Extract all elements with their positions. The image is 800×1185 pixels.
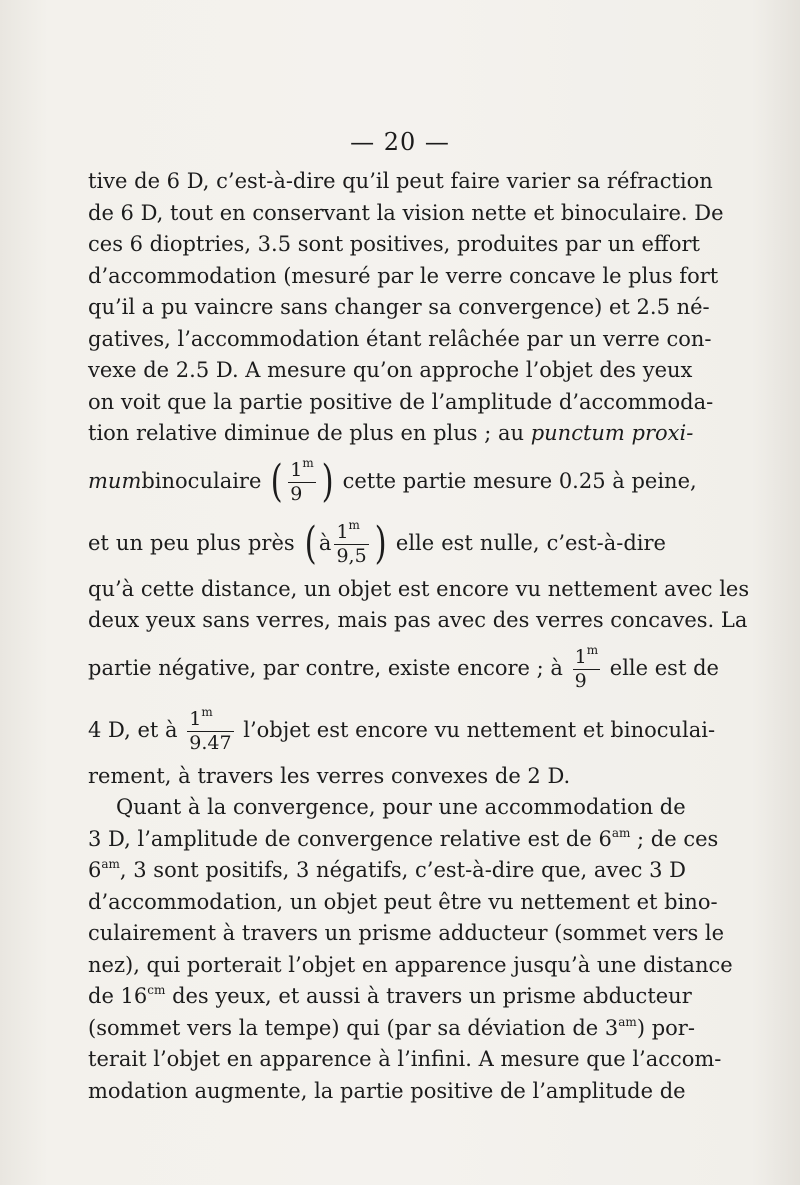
- text-segment: de 16: [88, 984, 148, 1008]
- italic-term: punctum proxi-: [530, 421, 694, 445]
- text-segment: et un peu plus près: [88, 530, 295, 555]
- fraction-denominator: 9: [290, 482, 303, 505]
- text-line-with-fraction: [88, 637, 719, 699]
- text-segment: ) por-: [636, 1015, 695, 1040]
- fraction-denominator: 9.47: [189, 731, 232, 754]
- left-paren: (: [270, 456, 283, 507]
- text-line: Quant à la convergence, pour une accommodation de: [116, 795, 686, 819]
- text-segment: l’objet est encore vu nettement et binoculai-: [243, 717, 716, 742]
- unit-superscript: m: [302, 455, 314, 470]
- text-line: gatives, l’accommodation étant relâchée par un verre con-: [88, 326, 712, 351]
- fraction: [187, 704, 233, 754]
- text-line: de 6 D, tout en conservant la vision nette et binoculaire. De: [88, 200, 724, 225]
- fraction-numerator: 1: [189, 707, 202, 730]
- unit-superscript: am: [618, 1014, 637, 1029]
- fraction: [573, 642, 600, 692]
- text-line: [88, 981, 692, 1013]
- right-paren: ): [321, 456, 334, 507]
- fraction-numerator: 1: [290, 458, 303, 481]
- right-paren: ): [374, 518, 387, 569]
- text-line: terait l’objet en apparence à l’infini. A mesure que l’accom-: [88, 1047, 722, 1071]
- text-segment: 4 D, et à: [88, 717, 178, 742]
- text-line: culairement à travers un prisme adducteur (sommet vers le: [88, 921, 725, 945]
- text-line: d’accommodation, un objet peut être vu nettement et bino-: [88, 889, 718, 914]
- page-number: — 20 —: [350, 128, 450, 156]
- unit-superscript: m: [586, 642, 599, 657]
- text-line: modation augmente, la partie positive de l’amplitude de: [88, 1078, 686, 1103]
- text-line: on voit que la partie positive de l’amplitude d’accommoda-: [88, 389, 714, 414]
- unit-superscript: cm: [147, 983, 166, 997]
- text-line-with-fraction: [88, 512, 666, 574]
- text-segment: des yeux, et aussi à travers un prisme abducteur: [165, 984, 692, 1008]
- text-line-with-fraction: [88, 450, 697, 512]
- text-line: rement, à travers les verres convexes de 2 D.: [88, 763, 571, 788]
- text-segment: à: [318, 530, 332, 555]
- text-segment: elle est nulle, c’est-à-dire: [395, 530, 666, 555]
- text-line: tive de 6 D, c’est-à-dire qu’il peut faire varier sa réfraction: [88, 169, 713, 193]
- text-segment: (sommet vers la tempe) qui (par sa déviation de 3: [88, 1015, 619, 1040]
- text-line: [88, 824, 719, 856]
- fraction-denominator: 9,5: [336, 544, 367, 567]
- text-line: qu’à cette distance, un objet est encore vu nettement avec les: [88, 576, 750, 601]
- text-line: [88, 855, 686, 887]
- text-segment: binoculaire: [141, 468, 262, 493]
- text-line: [88, 418, 694, 450]
- text-segment: tion relative diminue de plus en plus ; au: [88, 421, 525, 445]
- unit-superscript: am: [101, 857, 120, 871]
- fraction-denominator: 9: [574, 669, 587, 692]
- text-line: nez), qui porterait l’objet en apparence jusqu’à une distance: [88, 952, 733, 977]
- text-segment: partie négative, par contre, existe encore ; à: [88, 655, 563, 680]
- text-line: [88, 1013, 695, 1045]
- text-line: vexe de 2.5 D. A mesure qu’on approche l’objet des yeux: [88, 358, 693, 382]
- text-line: d’accommodation (mesuré par le verre concave le plus fort: [88, 263, 719, 288]
- text-segment: cette partie mesure 0.25 à peine,: [342, 468, 697, 493]
- text-segment: 6: [88, 858, 102, 882]
- fraction: [334, 517, 368, 567]
- fraction-numerator: 1: [574, 645, 587, 668]
- left-paren: (: [304, 518, 317, 569]
- text-segment: elle est de: [609, 655, 719, 680]
- text-line: qu’il a pu vaincre sans changer sa convergence) et 2.5 né-: [88, 295, 710, 319]
- body-text: [88, 166, 750, 1107]
- fraction-numerator: 1: [336, 520, 349, 543]
- unit-superscript: m: [348, 517, 360, 532]
- text-line: deux yeux sans verres, mais pas avec des verres concaves. La: [88, 608, 748, 632]
- text-segment: ; de ces: [630, 826, 719, 851]
- unit-superscript: am: [611, 825, 631, 840]
- text-line-with-fraction: [88, 699, 716, 761]
- italic-term: mum: [88, 468, 142, 493]
- unit-superscript: m: [201, 704, 213, 719]
- fraction: [288, 455, 315, 505]
- text-segment: , 3 sont positifs, 3 négatifs, c’est-à-dire que, avec 3 D: [119, 858, 686, 882]
- text-segment: 3 D, l’amplitude de convergence relative est de 6: [88, 826, 612, 851]
- text-line: ces 6 dioptries, 3.5 sont positives, produites par un effort: [88, 232, 700, 256]
